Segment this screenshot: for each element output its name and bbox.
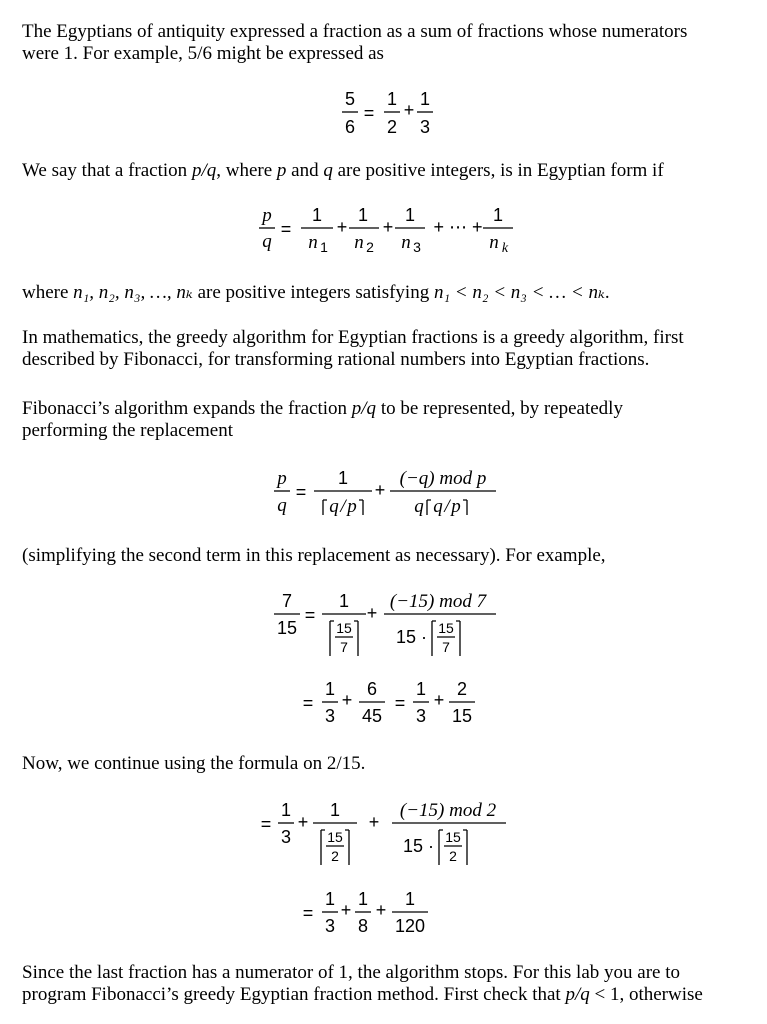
text-line: performing the replacement: [22, 420, 234, 441]
text-line: (simplifying the second term in this replacement as necessary). For example,: [22, 545, 606, 566]
math-text: n₁ < n₂ < n₃ < … < nₖ: [433, 282, 605, 303]
ceiling-numerator: q: [433, 496, 443, 517]
numerator: 1: [404, 889, 416, 909]
text: Fibonacci’s algorithm expands the fraction: [22, 398, 352, 419]
equals-sign: =: [394, 693, 406, 713]
fibonacci-paragraph: [22, 398, 752, 442]
text: < 1, otherwise: [589, 984, 703, 1005]
numerator: 2: [456, 679, 468, 699]
math-text: p/q: [191, 160, 217, 181]
equation-example-simplified: [300, 676, 490, 734]
ceiling-bracket: [330, 621, 334, 656]
denominator: 6: [344, 117, 356, 137]
equals-sign: =: [280, 219, 292, 239]
numerator: 1: [329, 800, 341, 820]
equals-sign: =: [302, 903, 314, 923]
numerator: 1: [324, 679, 336, 699]
denominator: 120: [394, 916, 426, 936]
dots: + ⋯ +: [433, 217, 483, 237]
denominator: 3: [280, 827, 292, 847]
text-line: [22, 984, 752, 1006]
plus-sign: +: [341, 690, 353, 710]
denominator: 45: [361, 706, 383, 726]
denominator: n: [308, 232, 318, 253]
numerator: (−15) mod 2: [399, 800, 497, 821]
equation-five-sixths: [335, 86, 445, 146]
math-text: p/q: [565, 984, 590, 1005]
ceiling-bracket: [432, 621, 436, 656]
equals-sign: =: [304, 605, 316, 625]
numerator: 1: [280, 800, 292, 820]
denominator-factor: q: [414, 496, 424, 517]
math-text: n₁, n₂, n₃, …, nₖ: [73, 282, 193, 303]
numerator: (−q) mod p: [399, 468, 487, 489]
plus-sign: +: [340, 900, 352, 920]
numerator: 1: [311, 205, 323, 225]
text: are positive integers satisfying: [192, 282, 434, 303]
ceiling-denominator: 7: [442, 639, 450, 655]
numerator: 1: [404, 205, 416, 225]
text-line: were 1. For example, 5/6 might be expressed as: [22, 43, 384, 64]
text: and: [286, 160, 324, 181]
text-line: Now, we continue using the formula on 2/15.: [22, 753, 366, 774]
equals-sign: =: [260, 814, 272, 834]
subscript: 1: [320, 239, 328, 255]
plus-sign: +: [366, 603, 378, 623]
intro-paragraph: [22, 21, 752, 65]
greedy-paragraph: [22, 327, 752, 371]
text: where: [22, 282, 74, 303]
text: We say that a fraction: [22, 160, 192, 181]
ceiling-bracket: [321, 830, 325, 865]
ceiling-bracket: [456, 621, 460, 656]
ceiling-numerator: q: [329, 496, 339, 517]
denominator: n: [401, 232, 411, 253]
ceiling-bracket: [345, 830, 349, 865]
equation-egyptian-form: [255, 202, 525, 262]
numerator: 1: [357, 889, 369, 909]
denominator-factor: 15 ·: [395, 627, 427, 647]
where-paragraph: [22, 282, 752, 304]
numerator: p: [277, 468, 287, 489]
text-line: described by Fibonacci, for transforming rational numbers into Egyptian fractions.: [22, 349, 650, 370]
ceiling-numerator: 15: [445, 829, 461, 845]
ceiling-denominator: p: [347, 496, 357, 517]
numerator: (−15) mod 7: [389, 591, 487, 612]
numerator: 1: [324, 889, 336, 909]
denominator: n: [354, 232, 364, 253]
denominator: 15: [276, 618, 298, 638]
math-text: p: [276, 160, 287, 181]
denominator: 3: [419, 117, 431, 137]
text-line: Since the last fraction has a numerator of 1, the algorithm stops. For this lab you are to: [22, 962, 680, 983]
denominator: 2: [386, 117, 398, 137]
equation-replacement: [270, 460, 510, 526]
plus-sign: +: [382, 217, 394, 237]
ceiling-bracket: [427, 500, 431, 515]
egyptian-form-paragraph: [22, 160, 752, 182]
plus-sign: +: [368, 812, 380, 832]
text: program Fibonacci’s greedy Egyptian fraction method. First check that: [22, 984, 566, 1005]
equals-sign: =: [295, 482, 307, 502]
denominator: 3: [415, 706, 427, 726]
math-text: p/q: [351, 398, 377, 419]
equation-example-seven-fifteenths: [270, 588, 510, 664]
simplify-paragraph: [22, 545, 752, 567]
numerator: 7: [281, 591, 293, 611]
text-line: The Egyptians of antiquity expressed a fraction as a sum of fractions whose numerators: [22, 21, 688, 42]
numerator: 5: [344, 89, 356, 109]
ceiling-bracket: [463, 830, 467, 865]
plus-sign: +: [336, 217, 348, 237]
denominator: 8: [357, 916, 369, 936]
ceiling-numerator: 15: [438, 620, 454, 636]
text-line: In mathematics, the greedy algorithm for Egyptian fractions is a greedy algorithm, first: [22, 327, 684, 348]
text: are positive integers, is in Egyptian form if: [332, 160, 664, 181]
denominator: 15: [451, 706, 473, 726]
subscript: 3: [413, 239, 421, 255]
text: .: [604, 282, 610, 303]
ceiling-bracket: [359, 500, 363, 515]
plus-sign: +: [375, 900, 387, 920]
denominator: n: [489, 232, 499, 253]
ceiling-numerator: 15: [336, 620, 352, 636]
text-line: [22, 398, 752, 420]
ceiling-numerator: 15: [327, 829, 343, 845]
plus-sign: +: [297, 812, 309, 832]
since-paragraph: [22, 962, 752, 1006]
subscript: 2: [366, 239, 374, 255]
equation-result: [300, 886, 470, 944]
plus-sign: +: [374, 480, 386, 500]
svg-text:/: /: [444, 496, 450, 517]
numerator: 1: [338, 591, 350, 611]
ceiling-bracket: [463, 500, 467, 515]
numerator: 1: [357, 205, 369, 225]
numerator: p: [262, 205, 272, 226]
denominator-factor: 15 ·: [402, 836, 434, 856]
numerator: 1: [492, 205, 504, 225]
math-text: q: [323, 160, 333, 181]
text: to be represented, by repeatedly: [376, 398, 623, 419]
numerator: 1: [386, 89, 398, 109]
svg-text:/: /: [340, 496, 346, 517]
ceiling-denominator: 7: [340, 639, 348, 655]
denominator: q: [262, 231, 272, 252]
numerator: 1: [415, 679, 427, 699]
subscript: k: [501, 241, 509, 256]
ceiling-denominator: p: [451, 496, 461, 517]
text: , where: [216, 160, 277, 181]
numerator: 1: [337, 468, 349, 488]
ceiling-denominator: 2: [449, 848, 457, 864]
equals-sign: =: [363, 103, 375, 123]
ceiling-bracket: [323, 500, 327, 515]
denominator: 3: [324, 706, 336, 726]
plus-sign: +: [403, 100, 415, 120]
denominator: 3: [324, 916, 336, 936]
continue-paragraph: [22, 753, 752, 775]
equation-continue: [258, 797, 518, 873]
numerator: 1: [419, 89, 431, 109]
ceiling-denominator: 2: [331, 848, 339, 864]
numerator: 6: [366, 679, 378, 699]
equals-sign: =: [302, 693, 314, 713]
denominator: q: [277, 495, 287, 516]
plus-sign: +: [433, 690, 445, 710]
ceiling-bracket: [354, 621, 358, 656]
ceiling-bracket: [439, 830, 443, 865]
